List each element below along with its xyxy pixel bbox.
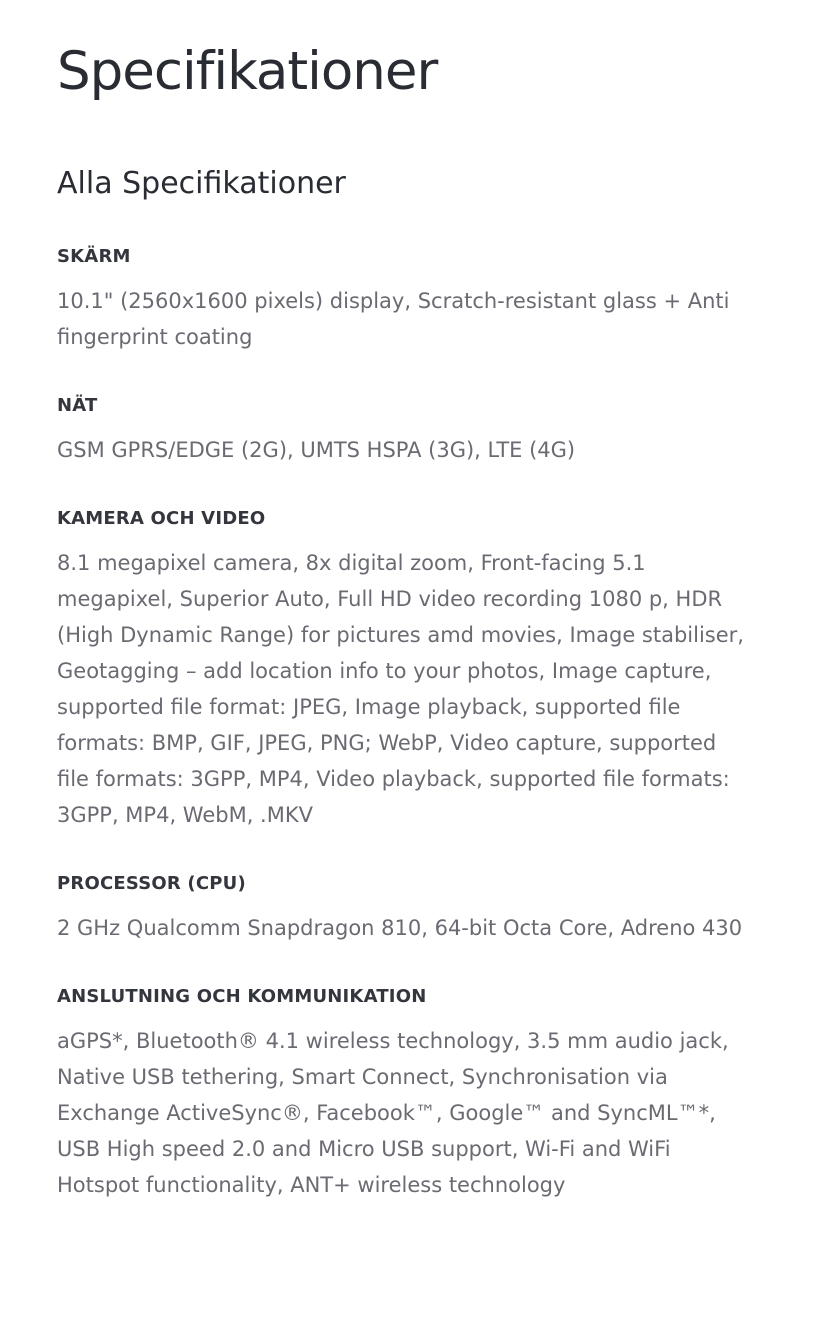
page-title: Specifikationer [57, 41, 438, 102]
spec-value: 10.1" (2560x1600 pixels) display, Scratch-resistant glass + Anti fingerprint coating [57, 289, 730, 349]
section-title: Alla Specifikationer [57, 166, 346, 201]
spec-item-network [57, 388, 747, 468]
spec-label: KAMERA OCH VIDEO [57, 508, 266, 529]
spec-label: NÄT [57, 395, 98, 416]
spec-label: PROCESSOR (CPU) [57, 873, 246, 894]
spec-value: aGPS*, Bluetooth® 4.1 wireless technology, 3.5 mm audio jack, Native USB tethering, Smart Connect, Synchronisation via Exchange ActiveSync®, Facebook™, Google™ and SyncML™*, USB High speed 2.0 and Micro USB support, Wi-Fi and WiFi Hotspot functionality, ANT+ wireless technology [57, 1029, 729, 1197]
spec-item-camera-video [57, 501, 747, 833]
spec-label: SKÄRM [57, 246, 131, 267]
spec-item-display [57, 239, 747, 355]
spec-list [57, 239, 747, 1203]
spec-value: 2 GHz Qualcomm Snapdragon 810, 64-bit Octa Core, Adreno 430 [57, 916, 743, 940]
spec-value: GSM GPRS/EDGE (2G), UMTS HSPA (3G), LTE (4G) [57, 438, 576, 462]
spec-item-connectivity [57, 979, 747, 1203]
spec-label: ANSLUTNING OCH KOMMUNIKATION [57, 986, 427, 1007]
spec-value: 8.1 megapixel camera, 8x digital zoom, Front-facing 5.1 megapixel, Superior Auto, Full HD video recording 1080 p, HDR (High Dynamic Range) for pictures amd movies, Image stabiliser, Geotagging – add location info to your photos, Image capture, supported file format: JPEG, Image playback, supported file formats: BMP, GIF, JPEG, PNG; WebP, Video capture, supported file formats: 3GPP, MP4, Video playback, supported file formats: 3GPP, MP4, WebM, .MKV [57, 551, 744, 827]
spec-item-processor [57, 866, 747, 946]
